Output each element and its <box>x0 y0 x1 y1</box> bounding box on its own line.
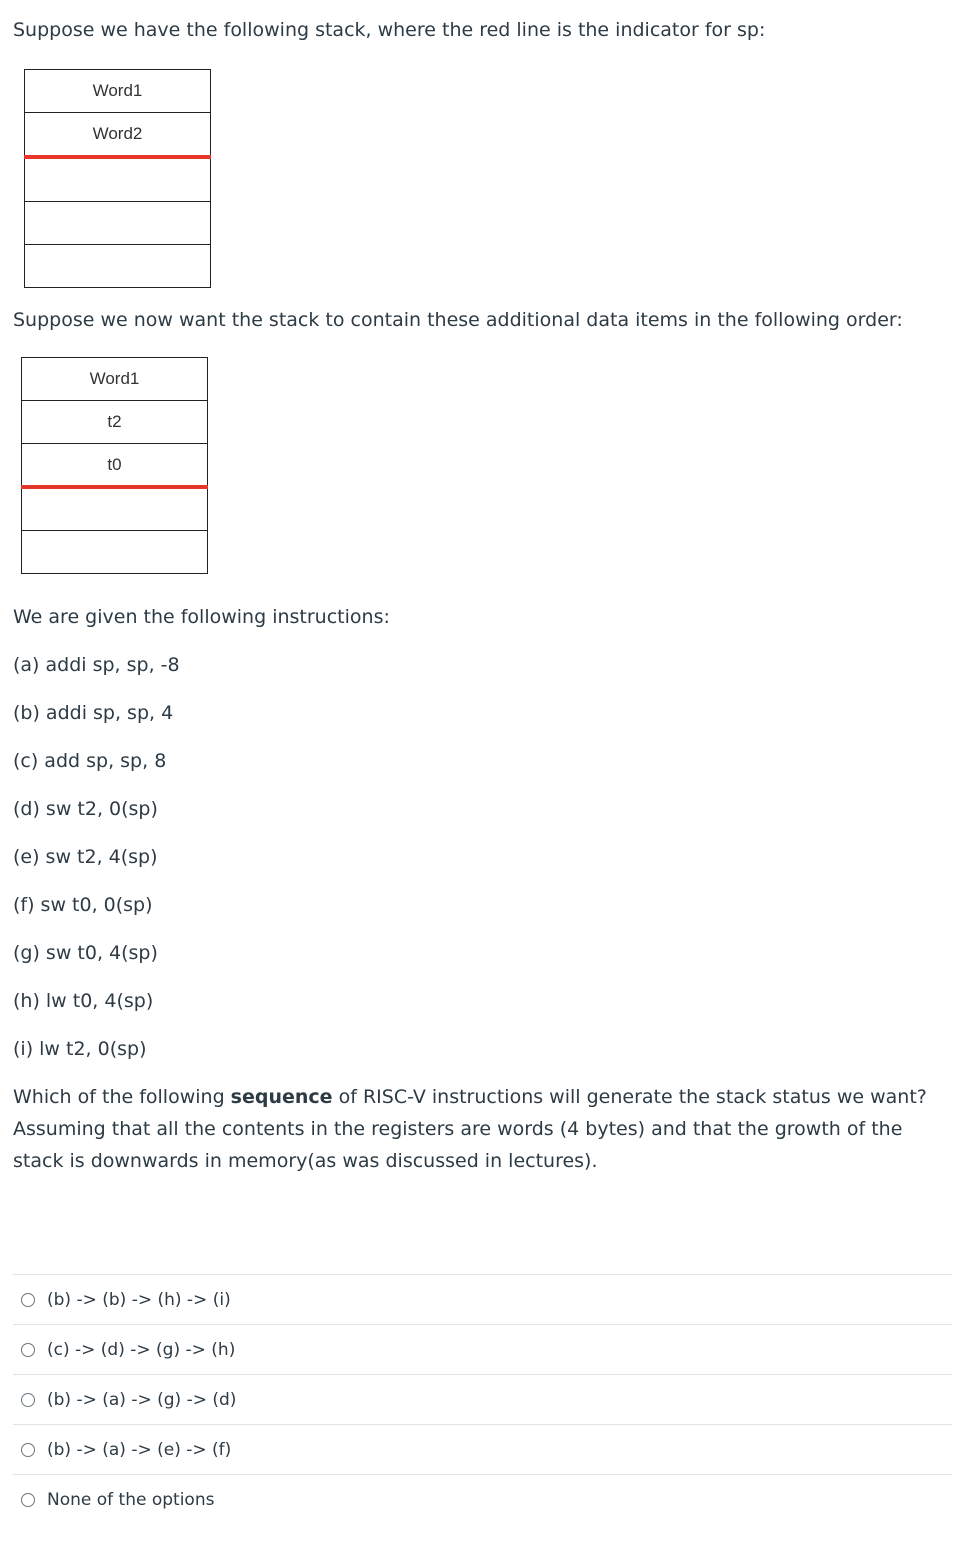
radio-button[interactable] <box>21 1343 35 1357</box>
radio-button[interactable] <box>21 1443 35 1457</box>
answer-label: (c) -> (d) -> (g) -> (h) <box>47 1339 236 1360</box>
answer-option-5[interactable] <box>13 1475 952 1525</box>
instruction-i: (i) lw t2, 0(sp) <box>13 1038 147 1060</box>
question-text <box>13 1081 958 1177</box>
answer-option-3[interactable] <box>13 1375 952 1425</box>
answer-label: (b) -> (a) -> (g) -> (d) <box>47 1389 237 1410</box>
stack-diagram-1 <box>24 69 211 288</box>
stack2-sp-indicator <box>21 485 208 489</box>
instruction-c: (c) add sp, sp, 8 <box>13 750 167 772</box>
stack1-cell-1: Word1 <box>24 69 211 113</box>
stack2-cell-1: Word1 <box>21 357 208 401</box>
instruction-e: (e) sw t2, 4(sp) <box>13 846 158 868</box>
answer-option-2[interactable] <box>13 1325 952 1375</box>
stack2-cell-2: t2 <box>21 400 208 444</box>
radio-button[interactable] <box>21 1493 35 1507</box>
instruction-f: (f) sw t0, 0(sp) <box>13 894 153 916</box>
answer-list <box>13 1274 952 1525</box>
question-text-start: Which of the following <box>13 1086 231 1108</box>
instruction-a: (a) addi sp, sp, -8 <box>13 654 180 676</box>
stack2-cell-3: t0 <box>21 443 208 487</box>
stack1-cell-5 <box>24 244 211 288</box>
instruction-b: (b) addi sp, sp, 4 <box>13 702 174 724</box>
stack-diagram-2 <box>21 357 208 574</box>
stack2-cell-4 <box>21 487 208 531</box>
intro-text-2: Suppose we now want the stack to contain these additional data items in the following order: <box>13 309 903 331</box>
answer-option-4[interactable] <box>13 1425 952 1475</box>
instructions-heading: We are given the following instructions: <box>13 606 390 628</box>
stack1-cell-2: Word2 <box>24 112 211 156</box>
radio-button[interactable] <box>21 1393 35 1407</box>
stack2-cell-5 <box>21 530 208 574</box>
instruction-d: (d) sw t2, 0(sp) <box>13 798 158 820</box>
instruction-h: (h) lw t0, 4(sp) <box>13 990 154 1012</box>
radio-button[interactable] <box>21 1293 35 1307</box>
question-text-end: of RISC-V instructions will generate the stack status we want? Assuming that all the contents in the registers are words (4 bytes) and that the growth of the stack is downwards in memory(as was discussed in lectures). <box>13 1086 927 1172</box>
answer-label: (b) -> (a) -> (e) -> (f) <box>47 1439 232 1460</box>
answer-option-1[interactable] <box>13 1275 952 1325</box>
instruction-g: (g) sw t0, 4(sp) <box>13 942 158 964</box>
question-text-bold: sequence <box>230 1086 333 1108</box>
answer-label: (b) -> (b) -> (h) -> (i) <box>47 1289 231 1310</box>
stack1-cell-3 <box>24 158 211 202</box>
intro-text-1: Suppose we have the following stack, where the red line is the indicator for sp: <box>13 19 766 41</box>
stack1-sp-indicator <box>24 155 211 159</box>
stack1-cell-4 <box>24 201 211 245</box>
answer-label: None of the options <box>47 1490 215 1510</box>
